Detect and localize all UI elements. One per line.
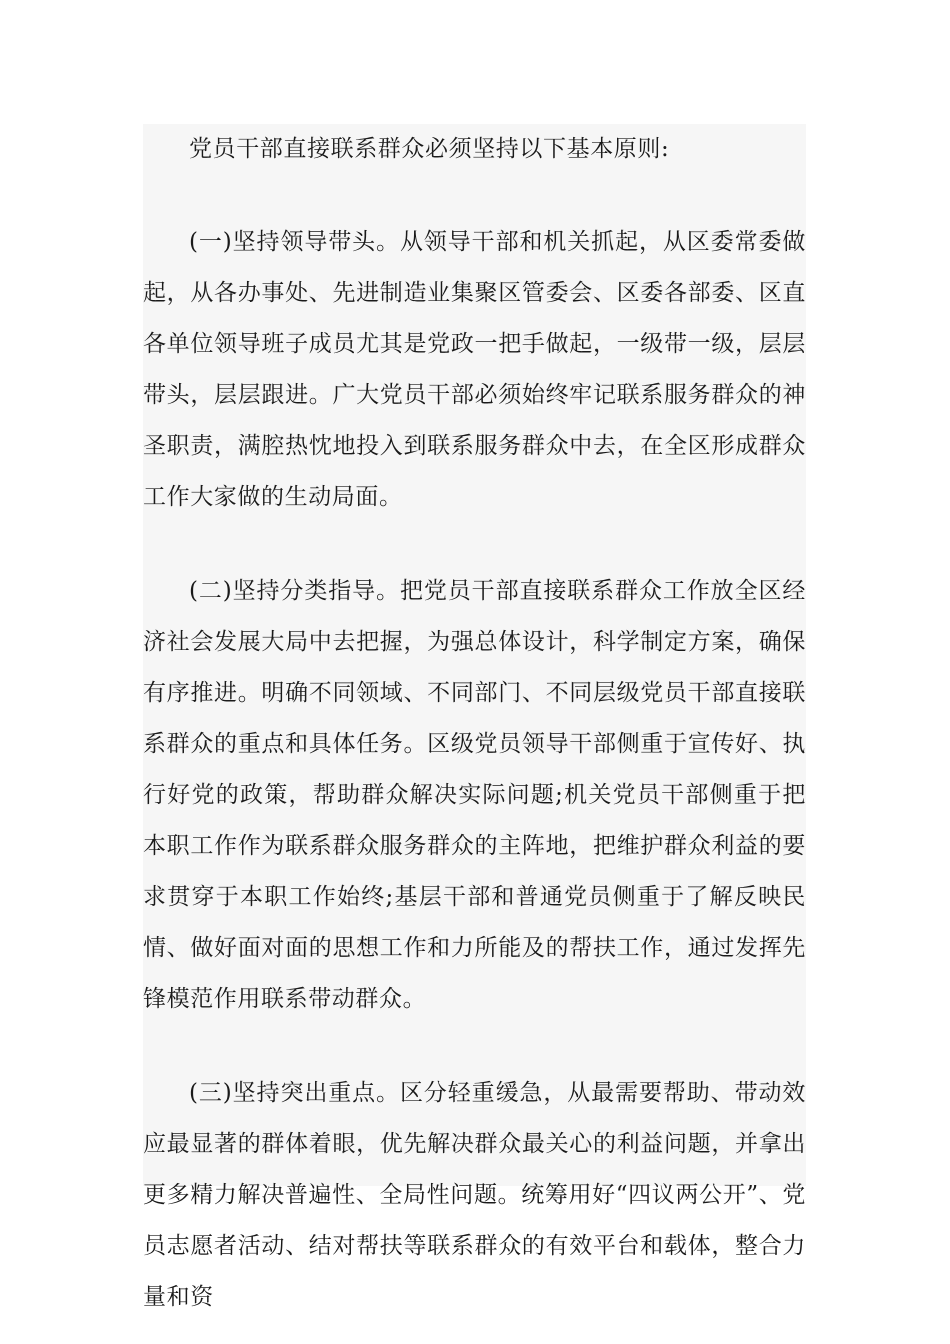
intro-paragraph: 党员干部直接联系群众必须坚持以下基本原则: [189,136,670,162]
principle-paragraph-3: (三)坚持突出重点。区分轻重缓急，从最需要帮助、带动效应最显著的群体着眼，优先解决群众最关心的利益问题，并拿出更多精力解决普遍性、全局性问题。统筹用好“四议两公开”、党员志愿者活动、结对帮扶等联系群众的有效平台和载体，整合力量和资 [143,1080,806,1310]
principle-paragraph-2: (二)坚持分类指导。把党员干部直接联系群众工作放全区经济社会发展大局中去把握，为强总体设计，科学制定方案，确保有序推进。明确不同领域、不同部门、不同层级党员干部直接联系群众的重点和具体任务。区级党员领导干部侧重于宣传好、执行好党的政策，帮助群众解决实际问题;机关党员干部侧重于把本职工作作为联系群众服务群众的主阵地，把维护群众利益的要求贯穿于本职工作始终;基层干部和普通党员侧重于了解反映民情、做好面对面的思想工作和力所能及的帮扶工作，通过发挥先锋模范作用联系带动群众。 [143,578,806,1012]
paragraph-gap [143,174,806,217]
document-content [143,124,806,1310]
paragraph-gap [143,1025,806,1068]
principle-paragraph-1: (一)坚持领导带头。从领导干部和机关抓起，从区委常委做起，从各办事处、先进制造业集聚区管委会、区委各部委、区直各单位领导班子成员尤其是党政一把手做起，一级带一级，层层带头，层层跟进。广大党员干部必须始终牢记联系服务群众的神圣职责，满腔热忱地投入到联系服务群众中去，在全区形成群众工作大家做的生动局面。 [143,229,806,510]
paragraph-gap [143,523,806,566]
